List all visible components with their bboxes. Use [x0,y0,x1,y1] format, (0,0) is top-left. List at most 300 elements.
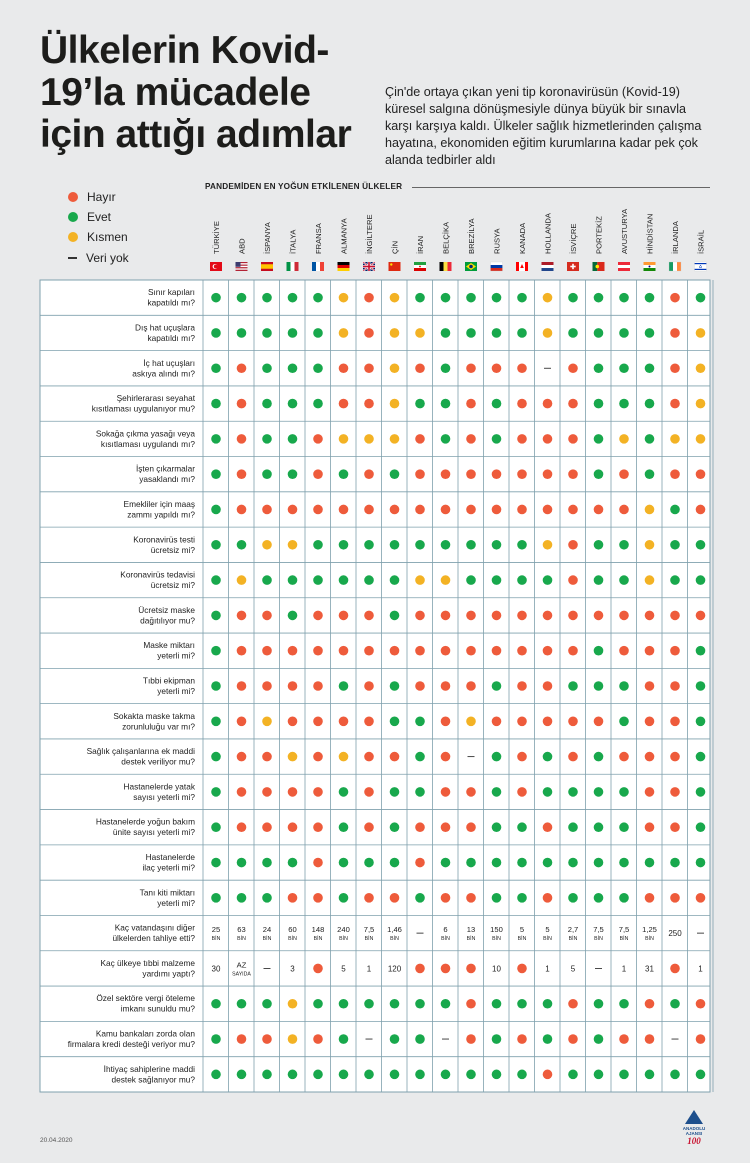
status-dot [543,399,553,409]
anadolu-logo [676,1110,712,1150]
status-dot [262,999,272,1009]
status-dot [364,1070,374,1080]
status-dot [364,858,374,868]
status-dot [543,1070,553,1080]
cell-unit: BİN [390,936,399,943]
status-dot [492,363,502,373]
status-dot [415,752,425,762]
status-dot [619,681,629,691]
status-dot [670,822,680,832]
flag-part [236,268,248,269]
status-dot [211,787,221,797]
status-dot [619,575,629,585]
status-dot [313,399,323,409]
status-dot [339,858,349,868]
status-dot [313,611,323,621]
status-dot [237,858,247,868]
at-flag-icon [618,262,630,271]
question-label: Sokakta maske takma [113,710,195,721]
flag-part [618,262,630,265]
status-dot [237,399,247,409]
status-dot [339,434,349,444]
status-dot [466,575,476,585]
status-dot [211,822,221,832]
status-dot [568,822,578,832]
question-label: Hastanelerde yoğun bakım [95,816,195,827]
status-dot [237,293,247,303]
status-dot [670,575,680,585]
status-dot [670,681,680,691]
cell-value: 1,46 [387,925,402,935]
status-dot [696,293,706,303]
status-dot [415,363,425,373]
flag-part [287,262,291,271]
status-dot [594,611,604,621]
status-dot [619,540,629,550]
status-dot [645,469,655,479]
country-label: AVUSTURYA [620,208,629,254]
flag-part [695,263,707,264]
flag-part [469,265,473,269]
status-dot [441,328,451,338]
cell-value: 120 [387,964,402,974]
ca-flag-icon [516,262,528,271]
status-dot [288,787,298,797]
cell-value: 148 [311,925,325,935]
status-dot [313,575,323,585]
status-dot [415,575,425,585]
status-dot [415,434,425,444]
status-dot [517,1034,527,1044]
status-dot [645,858,655,868]
status-dot [645,611,655,621]
status-dot [364,646,374,656]
status-dot [670,787,680,797]
status-dot [390,999,400,1009]
status-dot [441,540,451,550]
status-dot [415,293,425,303]
flag-part [338,268,350,271]
status-dot [211,1034,221,1044]
status-dot [262,717,272,727]
gb-flag-icon [363,262,375,271]
cell-value: 24 [262,925,272,935]
status-dot [619,752,629,762]
status-dot [364,434,374,444]
cell-value: 1 [545,964,550,974]
country-label: TÜRKİYE [212,221,221,254]
country-label: KANADA [518,222,527,254]
country-label: FRANSA [314,223,323,254]
country-label: BREZİLYA [467,218,476,254]
status-dot [696,363,706,373]
status-dot [211,434,221,444]
question-label: ücretsiz mi? [150,544,195,555]
cell-value: 1 [621,964,627,974]
status-dot [339,1034,349,1044]
status-dot [492,1034,502,1044]
status-dot [492,787,502,797]
status-dot [313,434,323,444]
status-dot [594,858,604,868]
legend-label: Evet [87,210,112,224]
status-dot [466,611,476,621]
fr-flag-icon [312,262,324,271]
status-dot [670,646,680,656]
status-dot [237,540,247,550]
country-label: İSRAİL [696,229,706,254]
status-dot [339,540,349,550]
cell-value: 1,25 [642,925,657,935]
status-dot [568,1070,578,1080]
status-dot [339,893,349,903]
status-dot [568,399,578,409]
status-dot [594,575,604,585]
status-dot [517,399,527,409]
status-dot [670,505,680,515]
status-dot [492,399,502,409]
intro-text: Çin'de ortaya çıkan yeni tip koronavirüsün (Kovid-19) küresel salgına dönüşmesiyle dünya büyük bir sınavla karşı karşıya kaldı. Ülkeler sağlık hizmetlerinden çalışma hayatına, ekonomiden eğitim kurumlarına kadar pek çok alanda tedbirler aldı [385,85,702,167]
status-dot [262,822,272,832]
status-dot [517,787,527,797]
pt-flag-icon [593,262,605,271]
status-dot [211,540,221,550]
status-dot [670,611,680,621]
question-label: Koronavirüs testi [133,534,195,545]
question-label: Tıbbi ekipman [142,675,195,686]
cell-value: 5 [545,925,550,935]
legend-label: Hayır [87,190,116,204]
question-label: destek sağlanıyor mu? [111,1074,195,1085]
status-dot [466,999,476,1009]
status-dot [288,858,298,868]
cell-unit: BİN [492,936,501,943]
flag-part [214,265,218,269]
status-dot [313,505,323,515]
flag-part [291,262,295,271]
status-dot [670,964,680,974]
question-label: İşten çıkarmalar [135,463,195,474]
status-dot [696,787,706,797]
status-dot [364,505,374,515]
flag-part [236,262,241,267]
question-label: Kamu bankaları zorda olan [95,1028,195,1039]
status-dot [466,505,476,515]
status-dot [619,328,629,338]
question-label: destek veriliyor mu? [121,756,195,767]
question-label: kısıtlaması uygulanıyor mu? [91,403,195,414]
status-dot [517,681,527,691]
status-dot [441,505,451,515]
status-dot [645,293,655,303]
status-dot [441,681,451,691]
cell-unit: BİN [288,936,297,943]
status-dot [517,434,527,444]
status-dot [211,681,221,691]
status-dot [288,646,298,656]
status-dot [696,575,706,585]
status-dot [568,328,578,338]
status-dot [645,328,655,338]
cell-unit: BİN [262,936,272,943]
status-dot [364,293,374,303]
status-dot [441,363,451,373]
status-dot [313,752,323,762]
status-dot [339,399,349,409]
status-dot [568,540,578,550]
status-dot [543,858,553,868]
status-dot [466,1070,476,1080]
status-dot [288,752,298,762]
status-dot [543,1034,553,1044]
country-label: İRAN [416,235,425,254]
status-dot [492,822,502,832]
status-dot [211,717,221,727]
flag-part [542,262,554,265]
status-dot [237,822,247,832]
status-dot [211,328,221,338]
section-label: PANDEMİDEN EN YOĞUN ETKİLENEN ÜLKELER [205,182,403,191]
status-dot [466,469,476,479]
status-dot [645,787,655,797]
flag-part [390,263,392,265]
status-dot [517,646,527,656]
status-dot [288,1034,298,1044]
br-flag-icon [465,262,477,271]
status-dot [339,681,349,691]
status-dot [645,505,655,515]
status-dot [441,1070,451,1080]
status-dot [594,363,604,373]
flag-part [669,262,673,271]
cell-value: 7,5 [363,925,375,935]
status-dot [441,752,451,762]
question-label: yardımı yaptı? [142,968,195,979]
status-dot [339,469,349,479]
status-dot [211,293,221,303]
status-dot [619,893,629,903]
status-dot [568,717,578,727]
question-label: Hastanelerde [145,852,195,863]
status-dot [670,999,680,1009]
status-dot [288,822,298,832]
question-label: Şehirlerarası seyahat [116,393,195,404]
status-dot [543,717,553,727]
status-dot [339,575,349,585]
status-dot [441,822,451,832]
status-dot [313,858,323,868]
status-dot [696,469,706,479]
status-dot [364,575,374,585]
status-dot [594,399,604,409]
question-label: firmalara kredi desteği veriyor mu? [67,1039,195,1050]
status-dot [237,575,247,585]
flag-part [673,262,677,271]
status-dot [594,434,604,444]
status-dot [492,858,502,868]
status-dot [339,787,349,797]
flag-part [236,267,248,268]
status-dot [466,540,476,550]
flag-part [312,262,316,271]
status-dot [262,469,272,479]
status-dot [670,469,680,479]
status-dot [619,646,629,656]
status-dot [568,469,578,479]
status-dot [390,858,400,868]
status-dot [262,681,272,691]
status-dot [517,328,527,338]
flag-part [695,269,707,270]
status-dot [288,399,298,409]
status-dot [441,999,451,1009]
flag-part [261,264,273,269]
status-dot [415,964,425,974]
status-dot [645,575,655,585]
status-dot [262,787,272,797]
status-dot [288,293,298,303]
status-dot [415,822,425,832]
status-dot [594,822,604,832]
flag-part [440,262,444,271]
status-dot [594,540,604,550]
status-dot [237,717,247,727]
question-label: ilaç yeterli mi? [142,862,195,873]
status-dot [492,611,502,621]
question-label: Sokağa çıkma yasağı veya [95,428,195,439]
status-dot [415,787,425,797]
status-dot [568,611,578,621]
status-dot [568,999,578,1009]
status-dot [262,399,272,409]
status-dot [415,681,425,691]
status-dot [339,822,349,832]
status-dot [696,999,706,1009]
status-dot [568,893,578,903]
status-dot [670,752,680,762]
status-dot [441,893,451,903]
status-dot [441,434,451,444]
status-dot [517,999,527,1009]
status-dot [645,822,655,832]
status-dot [415,717,425,727]
status-dot [670,893,680,903]
be-flag-icon [440,262,452,271]
status-dot [211,646,221,656]
tr-flag-icon [210,262,222,271]
status-dot [492,293,502,303]
country-label: HİNDİSTAN [645,213,655,254]
status-dot [313,681,323,691]
flag-part [516,262,519,271]
status-dot [237,611,247,621]
status-dot [237,646,247,656]
cn-flag-icon [389,262,401,271]
status-dot [415,328,425,338]
cell-value: 5 [570,964,576,974]
flag-part [542,268,554,271]
status-dot [594,893,604,903]
cell-unit: BİN [619,936,629,943]
status-dot [390,893,400,903]
status-dot [390,646,400,656]
flag-part [320,262,324,271]
status-dot [568,363,578,373]
status-dot [492,328,502,338]
status-dot [288,505,298,515]
status-dot [466,434,476,444]
status-dot [466,681,476,691]
status-dot [364,822,374,832]
status-dot [543,646,553,656]
status-dot [262,752,272,762]
status-dot [645,752,655,762]
status-dot [492,893,502,903]
cell-value: 250 [668,929,682,939]
status-dot [262,505,272,515]
status-dot [568,752,578,762]
logo-triangle-icon [685,1110,703,1124]
status-dot [288,611,298,621]
status-dot [262,646,272,656]
question-label: Kaç ülkeye tıbbi malzeme [100,957,195,968]
flag-part [491,262,503,265]
logo-text: ANADOLU AJANSI [682,1126,706,1136]
status-dot [262,434,272,444]
status-dot [619,505,629,515]
status-dot [696,858,706,868]
date-label: 20.04.2020 [40,1137,73,1144]
status-dot [262,540,272,550]
status-dot [262,363,272,373]
status-dot [288,328,298,338]
status-dot [543,822,553,832]
status-dot [568,681,578,691]
status-dot [594,469,604,479]
status-dot [594,505,604,515]
status-dot [237,469,247,479]
status-dot [364,399,374,409]
status-dot [313,822,323,832]
status-dot [237,1070,247,1080]
flag-part [677,262,681,271]
flag-part [444,262,448,271]
status-dot [492,999,502,1009]
status-dot [390,575,400,585]
status-dot [645,399,655,409]
status-dot [543,434,553,444]
status-dot [288,363,298,373]
nl-flag-icon [542,262,554,271]
status-dot [466,964,476,974]
cell-value: 240 [337,925,350,935]
status-dot [211,999,221,1009]
status-dot [466,293,476,303]
status-dot [543,328,553,338]
status-dot [237,434,247,444]
country-label: İNGİLTERE [365,214,374,254]
cell-value: 6 [443,925,448,935]
status-dot [441,293,451,303]
status-dot [645,434,655,444]
status-dot [517,505,527,515]
status-dot [466,858,476,868]
status-dot [543,293,553,303]
flag-part [596,265,600,269]
status-dot [415,469,425,479]
cell-value: 13 [466,925,476,935]
ru-flag-icon [491,262,503,271]
